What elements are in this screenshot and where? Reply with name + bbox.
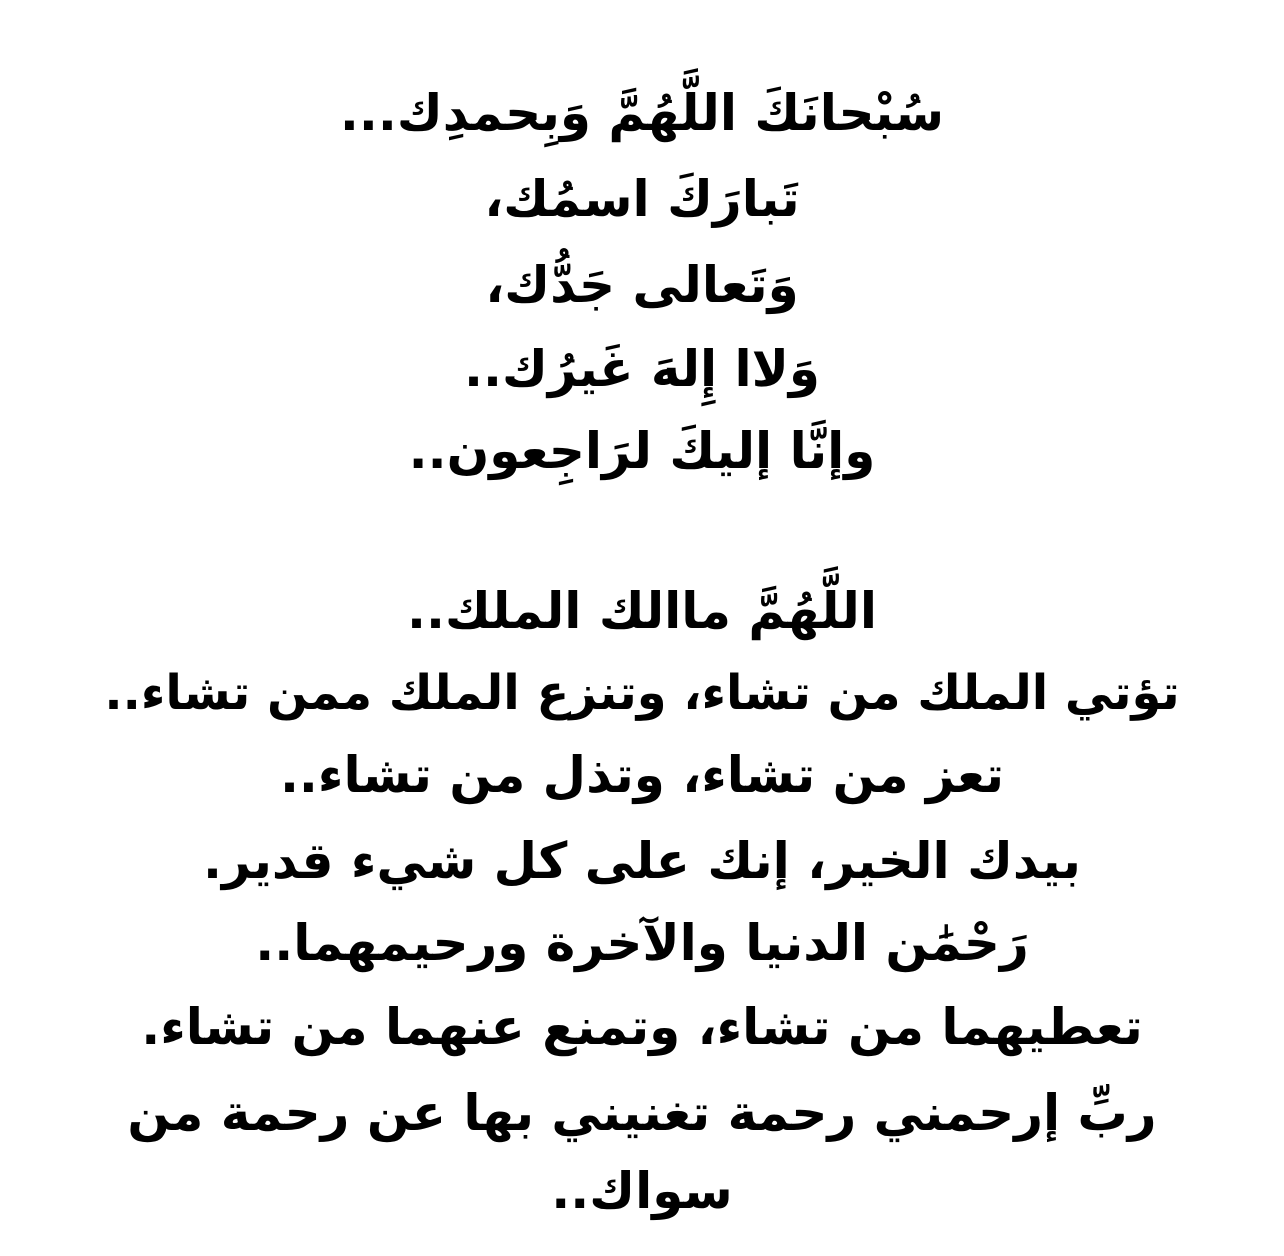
stanza1-line-5: وإنَّا إليكَ لرَاجِعون.. [408,422,876,480]
stanza2-line-8: سواك.. [551,1162,733,1220]
stanza2-line-7: ربِّ إرحمني رحمة تغنيني بها عن رحمة من [127,1084,1157,1142]
stanza2-line-1: اللَّهُمَّ ماالك الملك.. [407,582,877,640]
stanza2-line-6: تعطيهما من تشاء، وتمنع عنهما من تشاء. [141,998,1143,1056]
stanza2-line-4: بيدك الخير، إنك على كل شيء قدير. [203,832,1081,890]
stanza2-line-3: تعز من تشاء، وتذل من تشاء.. [279,746,1005,804]
stanza2-line-2: تؤتي الملك من تشاء، وتنزع الملك ممن تشاء.. [104,665,1180,721]
stanza1-line-3: وَتَعالى جَدُّك، [485,256,799,314]
stanza2-line-5: رَحْمَٰن الدنيا والآخرة ورحيمهما.. [255,914,1029,972]
stanza1-line-2: تَبارَكَ اسمُك، [484,170,800,228]
stanza1-line-1: سُبْحانَكَ اللَّهُمَّ وَبِحمدِك... [339,84,945,142]
stanza1-line-4: وَلاا إِلهَ غَيرُك.. [464,340,820,398]
